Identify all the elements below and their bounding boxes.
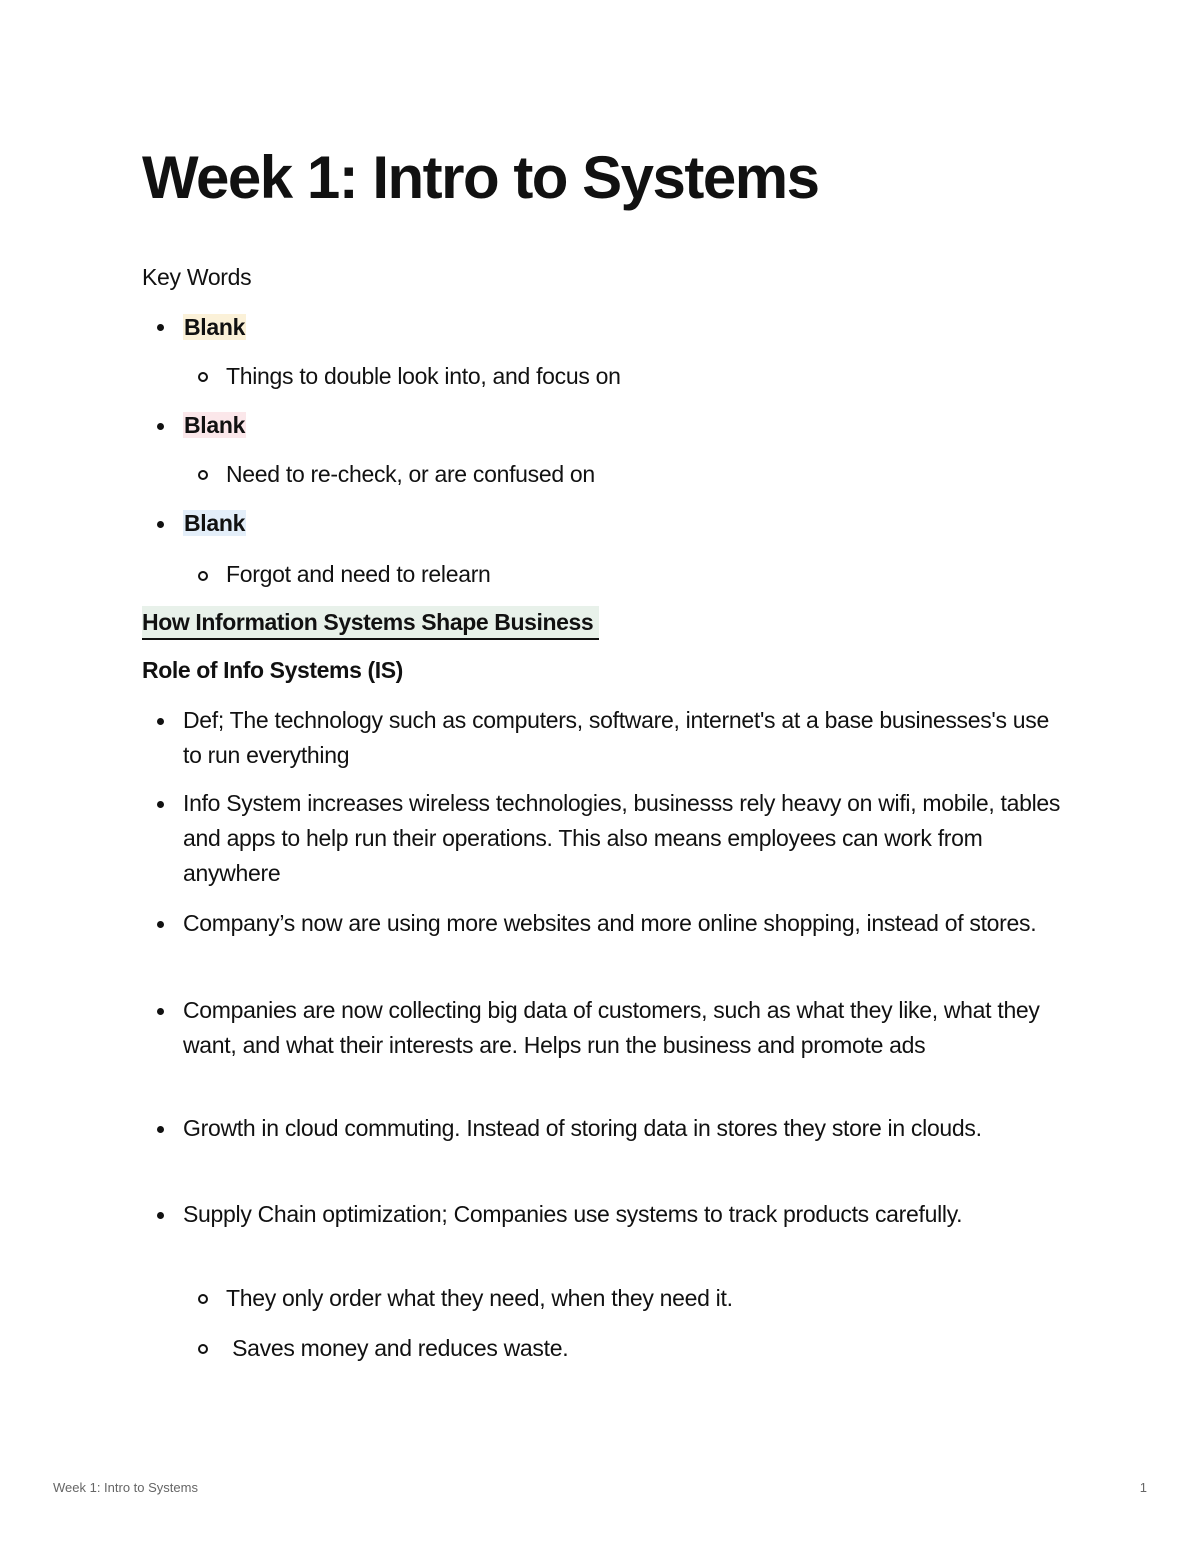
list-item: Supply Chain optimization; Companies use systems to track products carefully. [183, 1201, 963, 1227]
list-item: Def; The technology such as computers, software, internet's at a base businesses's use to run everything [183, 707, 1049, 768]
bullet-dot-icon [157, 801, 164, 808]
section-heading: How Information Systems Shape Business [142, 606, 599, 640]
page-title: Week 1: Intro to Systems [142, 144, 819, 211]
sub-bullet-circle-icon [198, 372, 208, 382]
list-item: Company’s now are using more websites and more online shopping, instead of stores. [183, 910, 1037, 936]
footer-title: Week 1: Intro to Systems [53, 1480, 198, 1495]
sub-bullet-circle-icon [198, 1344, 208, 1354]
bullet-dot-icon [157, 718, 164, 725]
bullet-dot-icon [157, 1126, 164, 1133]
sub-bullet-circle-icon [198, 470, 208, 480]
sub-heading: Role of Info Systems (IS) [142, 657, 403, 683]
sub-bullet-circle-icon [198, 1294, 208, 1304]
key-word-description-1: Things to double look into, and focus on [226, 363, 621, 389]
bullet-dot-icon [157, 921, 164, 928]
key-word-term-2: Blank [184, 412, 246, 438]
bullet-dot-icon [157, 1212, 164, 1219]
sub-list-item: They only order what they need, when they need it. [226, 1285, 733, 1311]
list-item: Companies are now collecting big data of customers, such as what they like, what they want, and what their interests are. Helps run the business and promote ads [183, 997, 1040, 1058]
bullet-dot-icon [157, 521, 164, 528]
bullet-dot-icon [157, 1008, 164, 1015]
key-word-term [183, 310, 246, 345]
key-word-term [183, 506, 246, 541]
key-words-label: Key Words [142, 264, 252, 290]
key-word-term-1: Blank [184, 314, 246, 340]
key-word-term-3: Blank [184, 510, 246, 536]
key-word-description-2: Need to re-check, or are confused on [226, 461, 595, 487]
key-word-description-3: Forgot and need to relearn [226, 561, 491, 587]
bullet-dot-icon [157, 423, 164, 430]
key-word-term [183, 408, 246, 443]
bullet-dot-icon [157, 324, 164, 331]
page-number: 1 [1139, 1480, 1147, 1495]
sub-list-item: Saves money and reduces waste. [226, 1335, 569, 1361]
list-item: Growth in cloud commuting. Instead of storing data in stores they store in clouds. [183, 1115, 982, 1141]
list-item: Info System increases wireless technologies, businesss rely heavy on wifi, mobile, tables and apps to help run their operations. This also means employees can work from anywhere [183, 790, 1061, 886]
sub-bullet-circle-icon [198, 571, 208, 581]
